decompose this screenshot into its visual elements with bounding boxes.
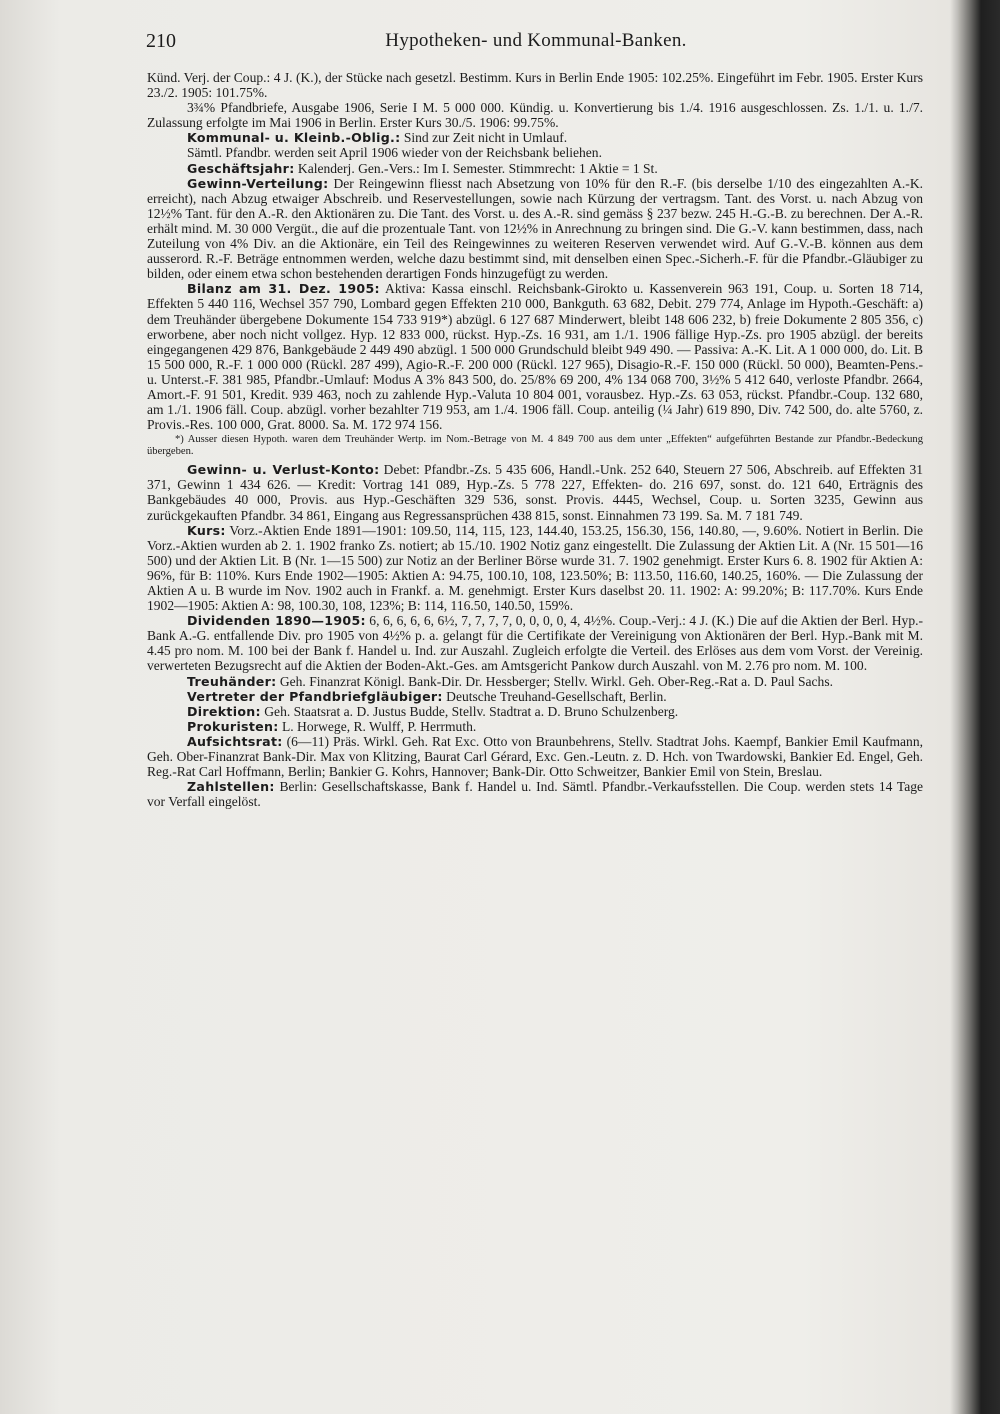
section-label: Kommunal- u. Kleinb.-Oblig.: bbox=[187, 130, 401, 146]
paragraph-kurs: Kurs: Vorz.-Aktien Ende 1891—1901: 109.50, 114, 115, 123, 144.40, 153.25, 156.30, 156, 140.80, —, 9.60%. Notiert in Berlin. Die Vorz.-Aktien wurden ab 2. 1. 1902 franko Zs. notiert; ab 15./10. 1902 Notiz ganz eingestellt. Die Zulassung der Aktien Lit. A (Nr. 15 501—16 500) und der Aktien Lit. B (Nr. 1—15 500) zur Notiz an der Berliner Börse wurde 31. 7. 1902 genehmigt. Erster Kurs 6. 8. 1902 für Aktien A: 96%, für B: 110%. Kurs Ende 1902—1905: Aktien A: 94.75, 100.10, 108, 123.50%; B: 113.50, 116.60, 140.25, 160%. — Die Zulassung der Aktien A u. B wurde im Nov. 1902 auch in Frankf. a. M. genehmigt. Erster Kurs daselbst 20. 11. 1902: A: 99.20%; B: 117.70%. Kurs Ende 1902—1905: Aktien A: 98, 100.30, 108, 123%; B: 114, 116.50, 140.50, 159%. bbox=[147, 522, 923, 614]
footnote: *) Ausser diesen Hypoth. waren dem Treuhänder Wertp. im Nom.-Betrage von M. 4 849 700 aus dem unter „Effekten“ aufgeführten Bestande zur Pfandbr.-Bedeckung übergeben. bbox=[147, 434, 923, 458]
paragraph-gewinn-verteilung: Gewinn-Verteilung: Der Reingewinn fliesst nach Absetzung von 10% für den R.-F. (bis derselbe 1/10 des eingezahlten A.-K. erreicht), nach Abzug etwaiger Abschreib. und Reservestellungen, sowie nach Kürzung der vertragsm. Tant. des Vorst. u. nach Abzug von 12½% Tant. für den A.-R. den Aktionären zu. Die Tant. des Vorst. u. des A.-R. sind gemäss § 237 bezw. 245 H.-G.-B. zu berechnen. Der A.-R. erhält mind. M. 30 000 Vergüt., die auf die prozentuale Tant. von 12½% in Anrechnung zu bringen sind. Die G.-V. kann bestimmen, dass, nach Zuteilung von 4% Div. an die Aktionäre, ein Teil des Reingewinnes zu weiteren Reserven verwendet wird. Auf G.-V.-B. können aus dem ausserord. R.-F. Beträge entnommen werden, welche dazu bestimmt sind, mit denselben einen Spec.-Sicherh.-F. für die Pfandbr.-Gläubiger zu bilden, oder einem etwa schon bestehenden derartigen Fonds hinzugefügt zu werden. bbox=[147, 175, 923, 282]
paragraph-aufsichtsrat: Aufsichtsrat: (6—11) Präs. Wirkl. Geh. Rat Exc. Otto von Braunbehrens, Stellv. Stadtrat Johs. Kaempf, Bankier Emil Kaufmann, Geh. Ober-Finanzrat Bank-Dir. Max von Klitzing, Baurat Carl Gérard, Exc. Gen.-Leutn. z. D. Hch. von Twardowski, Bankier Ed. Engel, Geh. Reg.-Rat Carl Hoffmann, Berlin; Bankier G. Kohrs, Hannover; Bank-Dir. Otto Schweitzer, Bankier Emil von Stein, Breslau. bbox=[147, 733, 923, 780]
section-label: Geschäftsjahr: bbox=[187, 160, 295, 176]
section-label: Gewinn- u. Verlust-Konto: bbox=[187, 462, 380, 478]
section-label: Vertreter der Pfandbriefgläubiger: bbox=[187, 688, 443, 704]
paragraph-reichsbank: Sämtl. Pfandbr. werden seit April 1906 wieder von der Reichsbank beliehen. bbox=[187, 145, 602, 161]
page-header bbox=[146, 30, 926, 60]
section-label: Gewinn-Verteilung: bbox=[187, 175, 329, 191]
book-spine bbox=[958, 0, 1000, 1414]
section-label: Bilanz am 31. Dez. 1905: bbox=[187, 281, 380, 297]
paragraph-kommunal-oblig: Kommunal- u. Kleinb.-Oblig.: Sind zur Zeit nicht in Umlauf. bbox=[187, 130, 568, 146]
paragraph-gewinn-verlust: Gewinn- u. Verlust-Konto: Debet: Pfandbr.-Zs. 5 435 606, Handl.-Unk. 252 640, Steuern 27 506, Abschreib. auf Effekten 31 371, Gewinn 1 434 626. — Kredit: Vortrag 141 089, Hyp.-Zs. 5 778 227, Effekten- do. 216 697, sonst. do. 121 640, Erträgnis des Bankgebäudes 40 000, Provis. aus Hyp.-Geschäften 329 536, sonst. Provis. 4445, Wechsel, Coup. u. Sorten 3235, Gewinn aus zurückgekauften Pfandbr. 34 861, Eingang aus Regressansprüchen 438 815, sonst. Einnahmen 73 199. Sa. M. 7 181 749. bbox=[147, 462, 923, 523]
section-label: Kurs: bbox=[187, 522, 226, 538]
section-label: Aufsichtsrat: bbox=[187, 733, 283, 749]
paragraph-direktion: Direktion: Geh. Staatsrat a. D. Justus Budde, Stellv. Stadtrat a. D. Bruno Schulzenberg. bbox=[187, 703, 679, 719]
paragraph-geschaeftsjahr: Geschäftsjahr: Kalenderj. Gen.-Vers.: Im I. Semester. Stimmrecht: 1 Aktie = 1 St. bbox=[187, 160, 658, 176]
page-gutter-shadow bbox=[950, 0, 958, 1414]
paragraph-vertreter: Vertreter der Pfandbriefgläubiger: Deutsche Treuhand-Gesellschaft, Berlin. bbox=[187, 688, 667, 704]
paragraph-kuendigung: Künd. Verj. der Coup.: 4 J. (K.), der Stücke nach gesetzl. Bestimm. Kurs in Berlin Ende 1905: 102.25%. Eingeführt im Febr. 1905. Erster Kurs 23./2. 1905: 101.75%. bbox=[147, 70, 923, 101]
paragraph-zahlstellen: Zahlstellen: Berlin: Gesellschaftskasse, Bank f. Handel u. Ind. Sämtl. Pfandbr.-Verkaufsstellen. Die Coup. werden stets 14 Tage vor Verfall eingelöst. bbox=[147, 779, 923, 810]
section-label: Dividenden 1890—1905: bbox=[187, 613, 366, 629]
section-label: Treuhänder: bbox=[187, 673, 277, 689]
section-label: Prokuristen: bbox=[187, 718, 279, 734]
paragraph-treuhaender: Treuhänder: Geh. Finanzrat Königl. Bank-Dir. Dr. Hessberger; Stellv. Wirkl. Geh. Ober-Reg.-Rat a. D. Paul Sachs. bbox=[187, 673, 833, 689]
section-label: Zahlstellen: bbox=[187, 779, 275, 795]
section-label: Direktion: bbox=[187, 703, 261, 719]
page-body bbox=[147, 70, 923, 809]
paragraph-pfandbriefe-1906: 3¾% Pfandbriefe, Ausgabe 1906, Serie I M. 5 000 000. Kündig. u. Konvertierung bis 1./4. 1916 ausgeschlossen. Zs. 1./1. u. 1./7. Zulassung erfolgte im Mai 1906 in Berlin. Erster Kurs 30./5. 1906: 99.75%. bbox=[147, 100, 923, 131]
paragraph-dividenden: Dividenden 1890—1905: 6, 6, 6, 6, 6, 6½, 7, 7, 7, 7, 0, 0, 0, 0, 4, 4½%. Coup.-Verj.: 4 J. (K.) Die auf die Aktien der Berl. Hyp.-Bank A.-G. entfallende Div. pro 1905 von 4½% p. a. gelangt für die Certifikate der Vereinigung von Aktionären der Berl. Hyp.-Bank mit M. 4.45 pro nom. M. 100 bei der Bank f. Handel u. Ind. zur Auszahl. Zugleich erfolgte die Verteil. des Erlöses aus dem vom Vorst. der Vereinig. verwerteten Bezugsrecht auf die Aktien der Boden-Akt.-Ges. am Amtsgericht Pankow durch Auszahl. von M. 2.76 pro nom. M. 100. bbox=[147, 613, 923, 674]
paragraph-bilanz: Bilanz am 31. Dez. 1905: Aktiva: Kassa einschl. Reichsbank-Girokto u. Kassenverein 963 191, Coup. u. Sorten 18 714, Effekten 5 440 116, Wechsel 357 790, Lombard gegen Effekten 210 000, Bankguth. 63 682, Debit. 279 774, Anlage im Hypoth.-Geschäft: a) dem Treuhänder übergebene Dokumente 154 733 919*) abzügl. 6 127 687 Minderwert, bleibt 148 606 232, b) freie Dokumente 2 805 356, c) erworbene, aber noch nicht vollgez. Hyp. 12 833 000, rückst. Hyp.-Zs. 16 931, am 1./1. 1906 fällige Hyp.-Zs. pro 1905 abzügl. der bereits eingegangenen 429 876, Bankgebäude 2 449 490 abzügl. 1 500 000 Grundschuld bleibt 949 490. — Passiva: A.-K. Lit. A 1 000 000, do. Lit. B 15 500 000, R.-F. 1 000 000 (Rückl. 287 499), Agio-R.-F. 200 000 (Rückl. 127 965), Disagio-R.-F. 150 000 (Rückl. 50 000), Beamten-Pens.- u. Unterst.-F. 381 985, Pfandbr.-Umlauf: Modus A 3% 843 500, do. 25/8% 69 200, 4% 134 068 700, 3½% 5 412 640, verloste Pfandbr. 2664, Amort.-F. 91 501, Kredit. 939 463, noch zu zahlende Hyp.-Valuta 10 804 001, vorausbez. Hyp.-Zs. 63 053, rückst. Pfandbr.-Coup. 132 680, am 1./1. 1906 fäll. Coup. abzügl. vorher bezahlter 719 953, am 1./4. 1906 fäll. Coup. anteilig (¼ Jahr) 619 890, Div. 742 500, do. alte 5760, z. Provis.-Res. 100 000, Grat. 8000. Sa. M. 172 974 156. bbox=[147, 281, 923, 433]
page-number: 210 bbox=[146, 30, 176, 52]
paragraph-prokuristen: Prokuristen: L. Horwege, R. Wulff, P. Herrmuth. bbox=[187, 718, 477, 734]
running-title: Hypotheken- und Kommunal-Banken. bbox=[385, 30, 687, 51]
